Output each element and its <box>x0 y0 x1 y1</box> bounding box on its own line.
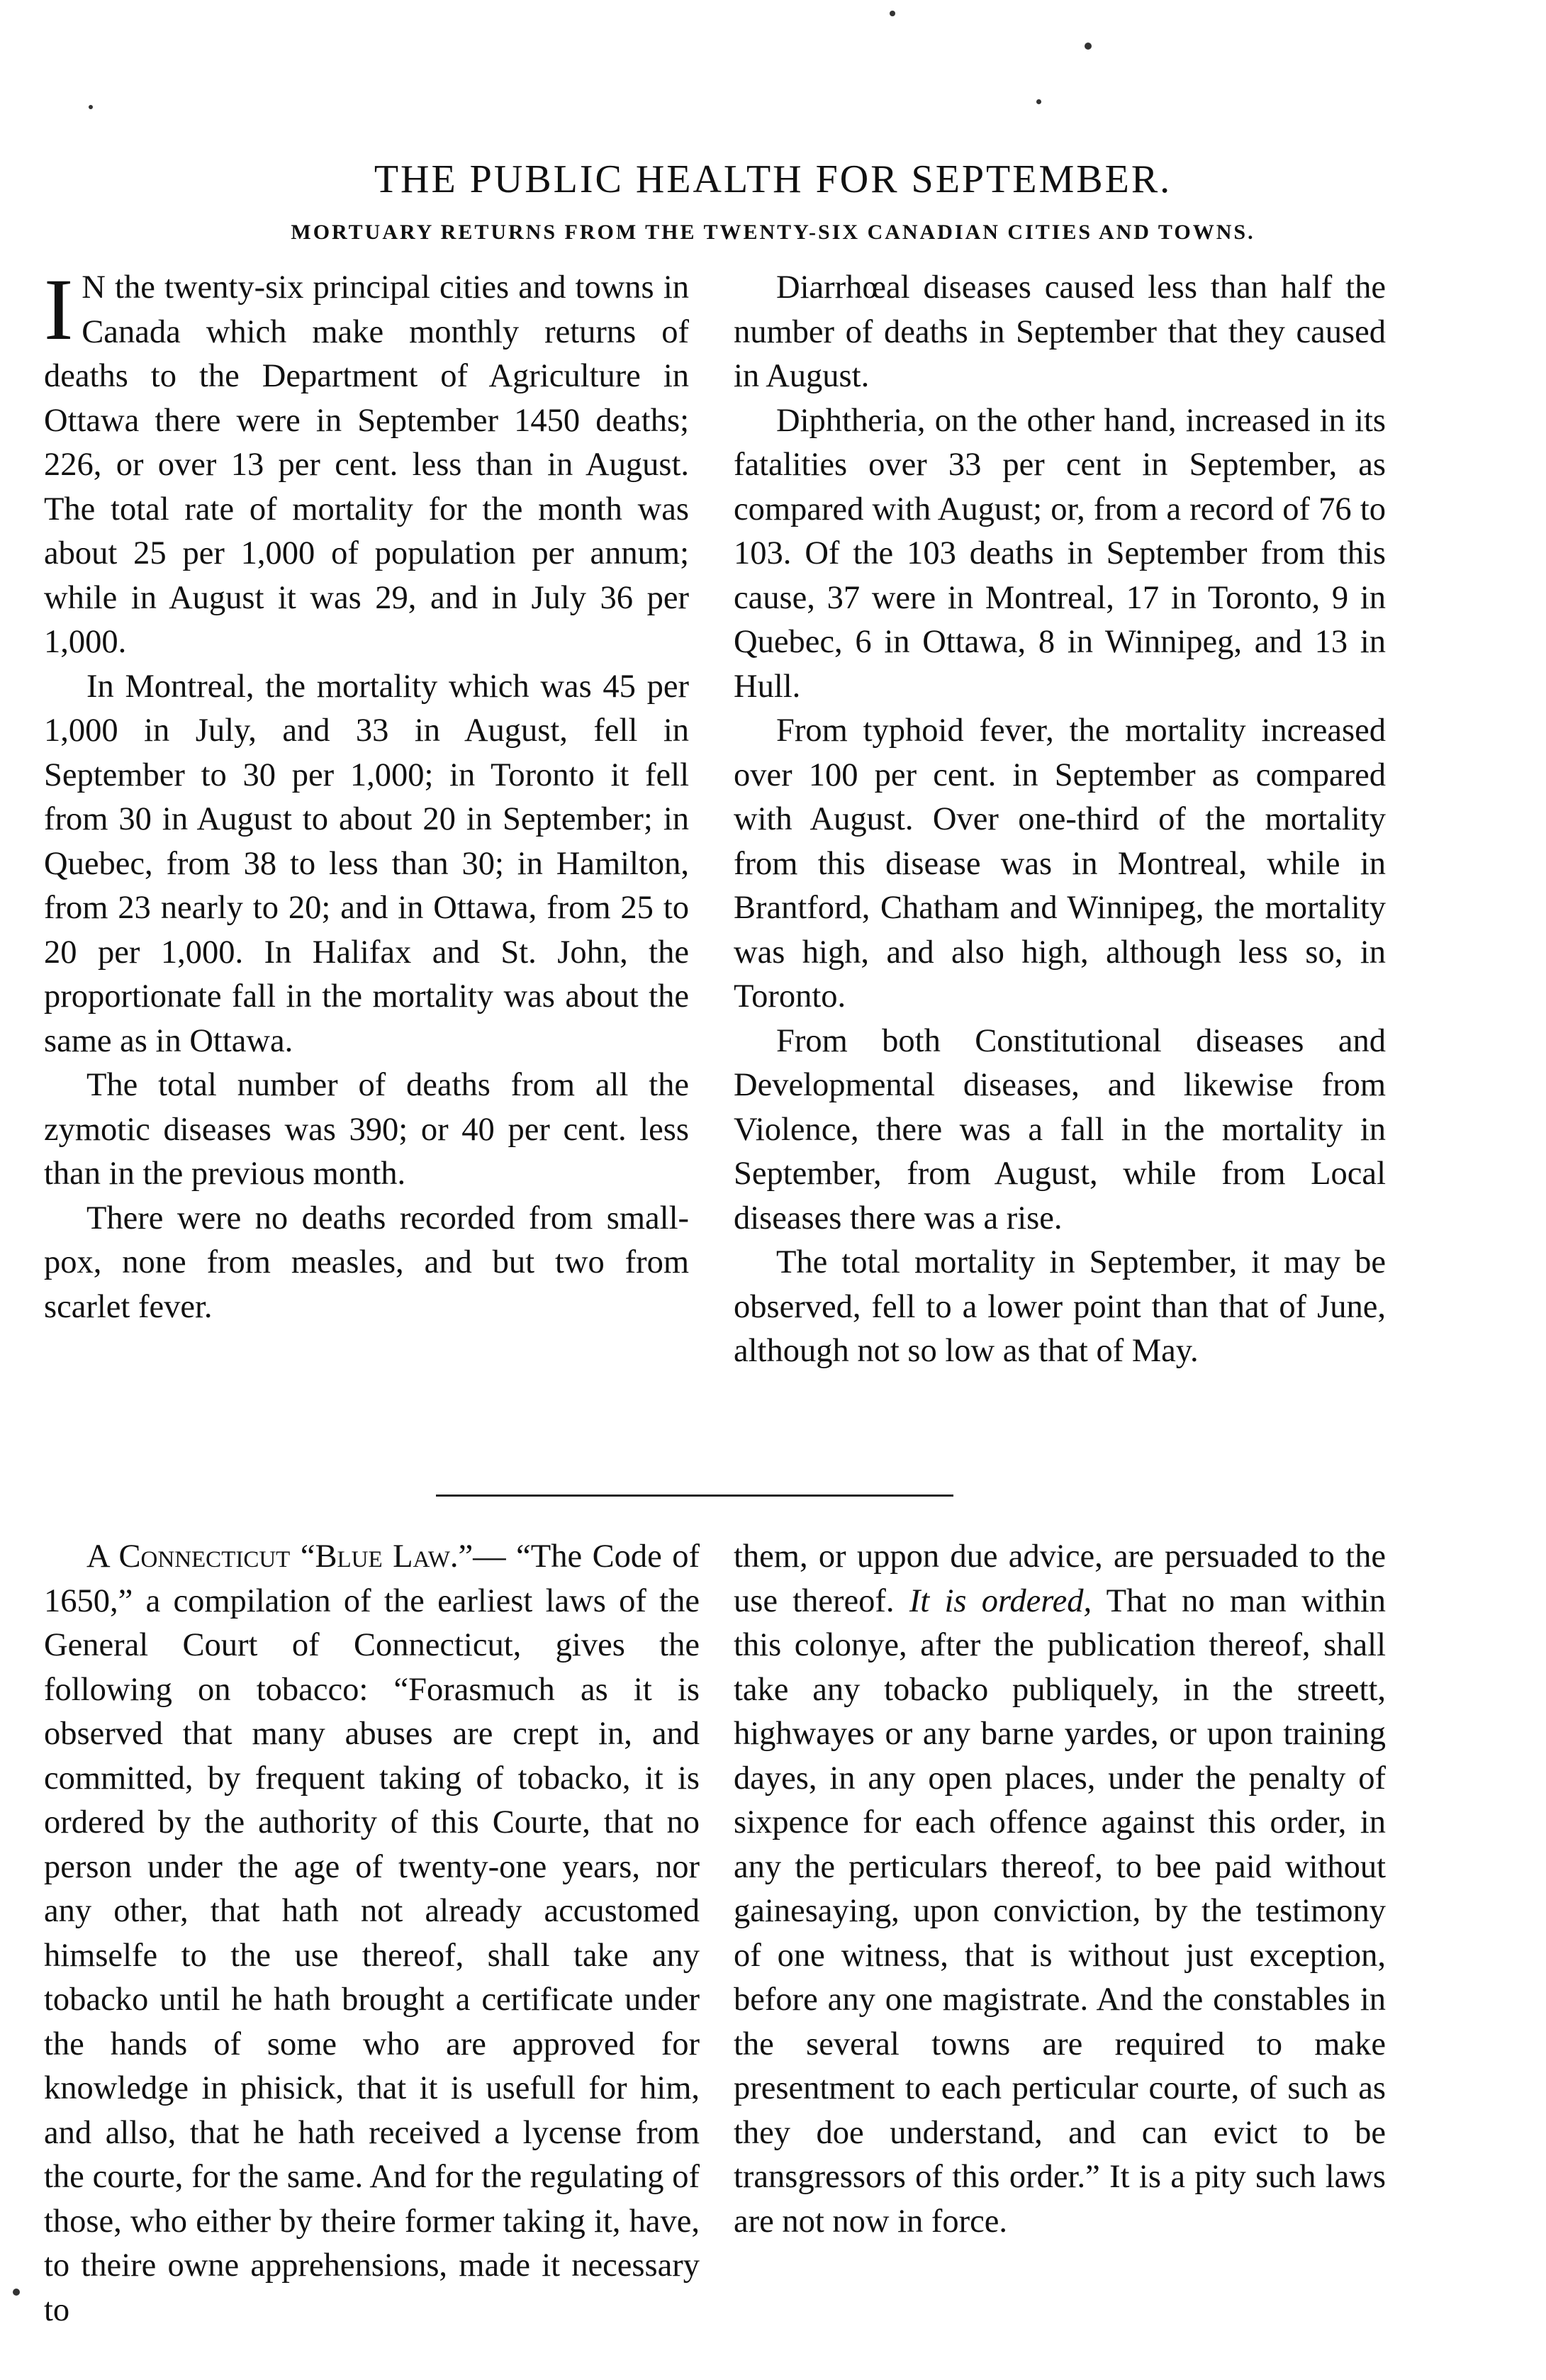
section-divider <box>436 1495 953 1497</box>
blue-law-column-left <box>44 1535 700 2332</box>
article-subtitle: MORTUARY RETURNS FROM THE TWENTY-SIX CANADIAN CITIES AND TOWNS. <box>291 220 1255 244</box>
article-paragraph: The total mortality in September, it may be observed, fell to a lower point than that of June, although not so low as that of May. <box>734 1244 1386 1369</box>
article-paragraph: Diarrhœal diseases caused less than half the number of deaths in September that they caused in August. <box>734 269 1386 394</box>
blue-law-text: “The Code of 1650,” a compilation of the earliest laws of the General Court of Connecticut, gives the following on tobacco: “Forasmuch as it is observed that many abuses are crept in, and committed, by frequent taking of tobacko, it is ordered by the authority of this Courte, that no person under the age of twenty-one years, nor any other, that hath not already accustomed himselfe to the use thereof, shall take any tobacko until he hath brought a certificate under the hands of some who are approved for knowledge in phisick, that it is usefull for him, and allso, that he hath received a lycense from the courte, for the same. And for the regulating of those, who either by theire former taking it, have, to theire owne apprehensions, made it necessary to <box>44 1538 700 2328</box>
article-paragraph: The total number of deaths from all the zymotic diseases was 390; or 40 per cent. less than in the previous month. <box>44 1067 689 1192</box>
article-paragraph-text: N the twenty-six principal cities and towns in Canada which make monthly returns of deaths to the Department of Agriculture in Ottawa there were in September 1450 deaths; 226, or over 13 per cent. less than in August. The total rate of mortality for the month was about 25 per 1,000 of population per annum; while in August it was 29, and in July 36 per 1,000. <box>44 269 689 660</box>
blue-law-text: That no man within this colonye, after the publication thereof, shall take any tobacko publiquely, in the streett, highwayes or any barne yardes, or upon training dayes, in any open places, under the penalty of sixpence for each offence against this order, in any the perticulars thereof, to bee paid without gainesaying, upon conviction, by the testimony of one witness, that is without just exception, before any one magistrate. And the constables in the several towns are required to make presentment to each perticular courte, of such as they doe understand, and can evict to be transgressors of this order.” It is a pity such laws are not now in force. <box>734 1582 1386 2240</box>
drop-cap: I <box>44 261 74 358</box>
print-speck <box>1036 99 1041 104</box>
blue-law-heading: A Connecticut “Blue Law.”— <box>86 1538 506 1575</box>
blue-law-paragraph <box>44 1535 700 2332</box>
blue-law-paragraph <box>734 1535 1386 2244</box>
article-paragraph: In Montreal, the mortality which was 45 per 1,000 in July, and 33 in August, fell in September to 30 per 1,000; in Toronto it fell from 30 in August to about 20 in September; in Quebec, from 38 to less than 30; in Hamilton, from 23 nearly to 20; and in Ottawa, from 25 to 20 per 1,000. In Halifax and St. John, the proportionate fall in the mortality was about the same as in Ottawa. <box>44 668 689 1059</box>
print-speck <box>13 2289 20 2296</box>
blue-law-italic: It is ordered, <box>909 1582 1092 1619</box>
article-column-right <box>734 266 1386 1374</box>
article-paragraph: From typhoid fever, the mortality increased over 100 per cent. in September as compared with August. Over one-third of the mortality from this disease was in Montreal, while in Brantford, Chatham and Winnipeg, the mortality was high, and also high, although less so, in Toronto. <box>734 713 1386 1015</box>
print-speck <box>1085 43 1092 50</box>
blue-law-text: them, or uppon due advice, are persuaded to the use thereof. <box>734 1538 1386 1619</box>
article-column-left <box>44 261 689 1329</box>
article-paragraph: Diphtheria, on the other hand, increased in its fatalities over 33 per cent in September, as compared with August; or, from a record of 76 to 103. Of the 103 deaths in September from this cause, 37 were in Montreal, 17 in Toronto, 9 in Quebec, 6 in Ottawa, 8 in Winnipeg, and 13 in Hull. <box>734 402 1386 705</box>
article-paragraph: There were no deaths recorded from small-pox, none from measles, and but two from scarlet fever. <box>44 1200 689 1325</box>
print-speck <box>890 11 895 16</box>
article-paragraph <box>44 261 689 665</box>
print-speck <box>89 105 93 109</box>
blue-law-column-right <box>734 1535 1386 2244</box>
article-paragraph: From both Constitutional diseases and Developmental diseases, and likewise from Violence, there was a fall in the mortality in September, from August, while from Local diseases there was a rise. <box>734 1022 1386 1236</box>
article-title: THE PUBLIC HEALTH FOR SEPTEMBER. <box>374 157 1172 201</box>
